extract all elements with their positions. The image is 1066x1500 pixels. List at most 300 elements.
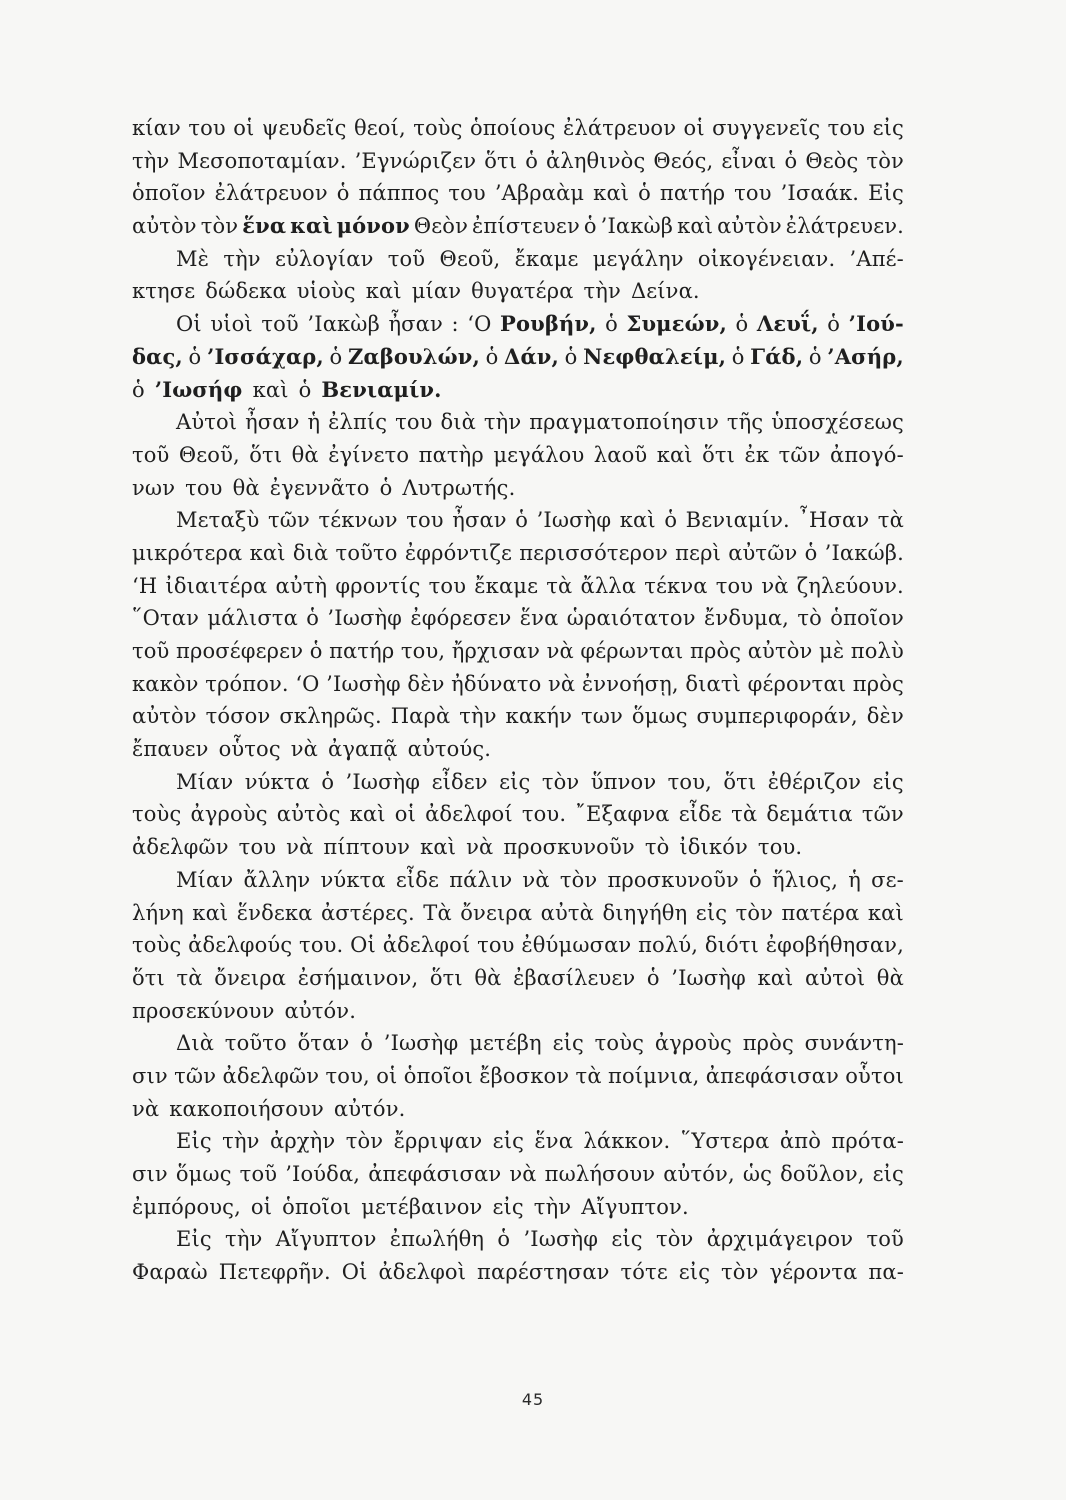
word: αὐτῶν [728,540,798,565]
word: ἀπεφάσισαν [368,1162,502,1186]
word: τῶν [778,442,821,467]
word: ἤρχισαν [451,639,540,663]
text-line [132,766,904,799]
bold-word: Ρουβήν, [500,311,597,337]
word: Αὐτοὶ [176,410,238,435]
word: ἥλιος, [771,867,839,892]
word: μικρότερα [132,540,243,565]
word: καὶ [677,214,714,239]
word: τέκνα [644,573,708,598]
text-line [132,1191,904,1224]
word: ὁποῖοι [403,1063,473,1088]
word: ἕνα [534,1129,574,1154]
word: ὡραιότατον [566,606,696,631]
word: τὴν [533,1194,572,1219]
text-line [132,1093,904,1126]
word: ’Ιωσὴφ [671,965,746,990]
word: ἐσήμαινον, [297,965,419,990]
word: ὁποίους [470,116,556,140]
word: ’Ιακὼβ [600,214,674,239]
word: του [188,116,226,140]
word: αὐτὸς [276,802,341,827]
word: τῶν [861,802,904,827]
word: ῞Οταν [132,606,200,631]
word: ῞Υστερα [680,1129,770,1154]
word: ἡ [307,410,321,435]
word: οὗτος [218,737,281,762]
word: ἔνδυμα, [703,606,789,631]
word: του [477,933,515,958]
word: εἰς [872,116,904,140]
text-line [132,1060,904,1093]
word: διηγήθη [602,900,688,925]
word: μεγάλου [493,442,585,467]
word: τὰ [877,508,904,533]
word: ἀδελφῶν [222,1063,320,1088]
word: καὶ [249,540,286,565]
word: υἱοὶ [210,312,253,337]
word: ‘Η [132,573,158,598]
word: του [395,410,433,435]
word: ἀληθινὸς [546,148,646,173]
word: αὐτὰ [540,900,595,925]
word: ἄλλην [243,867,311,892]
word: τοὺς [132,933,182,958]
word: ὁ [309,639,323,663]
word: καὶ [192,900,229,925]
word: ’Ιακὼβ [307,312,380,337]
word: τοῦ [387,246,426,271]
word: πατήρ [329,639,395,663]
word: τὴν [223,246,261,271]
word: ἦσαν [245,410,300,435]
word: ἀρχὴν [269,1129,336,1154]
word: εἶναι [721,148,777,173]
word: Βενιαμίν. [685,508,790,533]
word: ’Ιωσὴφ [383,1031,459,1056]
word: ἄλλα [580,573,637,598]
word: ἐμπόρους, [132,1194,241,1219]
word: νων [132,475,176,500]
page-number: 45 [521,1390,545,1409]
word: οἱ [683,116,705,140]
word: κτησε [132,279,196,304]
word: ‘Ο [467,312,492,337]
word: αὐτὴ [275,573,328,598]
text-line [132,1125,904,1158]
word: ἀγροὺς [654,1031,732,1056]
word: ὅτι [484,148,518,173]
word: ἐβασίλευεν [513,965,636,990]
word: ζηλεύουν. [796,573,904,598]
word: πίπτουν [323,835,411,860]
word: Φαραὼ [132,1260,208,1285]
word: ἔβοσκον [479,1063,570,1088]
text-line [132,504,904,537]
word: πάππος [358,181,440,206]
word: τὸ [797,606,822,631]
word: λάκκον. [583,1129,671,1154]
word: Τὰ [423,900,452,925]
word: καὶ [593,181,630,206]
word: νὰ [548,671,576,696]
word: Οἱ [350,933,376,958]
word: αὐτόν. [333,1096,406,1121]
word: νὰ [761,573,789,598]
word: νὰ [509,1162,537,1186]
word: ὡς [742,1162,773,1186]
word: προσκυνοῦν [607,867,739,892]
text-line [132,537,904,570]
word: τὴν [225,1227,263,1252]
word: καὶ [656,442,693,467]
word: νὰ [290,737,319,762]
word: θὰ [876,965,904,990]
word: μετέβη [469,1031,542,1056]
word: ἐγίνετο [328,442,410,467]
word: σε- [871,867,904,892]
word: κακήν [505,704,573,729]
word: ὁ [735,312,749,337]
text-line [132,897,904,930]
word: του [448,181,486,206]
word: ὅμως [631,704,688,729]
word: του. [757,835,803,860]
word: τὸν [345,1129,384,1154]
word: πρὸς [742,1031,794,1056]
text-line [132,1223,904,1256]
word: εἶδεν [431,769,488,794]
word: τοῦ [866,1227,904,1252]
word: καὶ [252,377,289,402]
text-line [132,341,904,374]
word: ἠδύνατο [451,671,542,696]
word: τὸν [866,148,904,173]
word: ὅτι [132,965,165,990]
word: ἐθέριζον [767,769,862,794]
word: οἱ [233,116,255,140]
text-line [132,929,904,962]
bold-word: Νεφθαλείμ, [583,343,727,369]
word: αὐτὸν [132,214,197,239]
word: λήνη [132,900,184,925]
bold-word: ἕνα [242,213,287,239]
bold-word: Δάν, [504,343,559,369]
word: ἀδελφούς [188,933,293,958]
word: ἐννοήσῃ, [581,671,679,696]
word: Παρὰ [390,704,451,729]
word: τρόπον. [205,671,289,696]
text-line [132,439,904,472]
word: καὶ [349,802,386,827]
word: τότε [620,1260,668,1285]
word: δὲν [407,671,445,696]
word: ’Ιακώβ. [824,540,904,565]
word: ‘Ο [295,671,320,696]
word: τοῦ [132,442,170,467]
word: μίαν [411,279,462,304]
word: Θεοῦ, [439,246,501,271]
text-line [132,275,904,308]
word: ’Ισαάκ. [780,181,860,206]
word: τὸν [721,1260,759,1285]
word: πατὴρ [418,442,484,467]
word: διὰ [292,540,329,565]
word: νὰ [546,639,574,663]
word: ’Ιωσὴφ [523,1227,599,1252]
word: νύκτα [320,867,386,892]
word: ’Απέ- [849,246,904,271]
word: εἶδε [395,867,440,892]
word: θεοί, [353,116,406,140]
text-line [132,570,904,603]
word: φροντίς [335,573,421,598]
word: Μεταξὺ [176,508,260,533]
word: Μεσοποταμίαν. [177,148,347,173]
word: αὐτοὶ [805,965,866,990]
word: διὰ [440,410,476,435]
word: του, [325,1063,370,1088]
word: ὅμως [175,1162,232,1186]
word: ὅτι [249,442,283,467]
word: Θεοῦ, [178,442,240,467]
word: ἀδελφῶν [132,835,229,860]
word: τὸν [559,867,598,892]
text-line [132,962,904,995]
word: οἰκογένειαν. [697,246,836,271]
word: τὴν [222,1129,260,1154]
word: ὅτι [723,769,757,794]
word: ἐπωλήθη [389,1227,485,1252]
word: ἀδελφοί [425,802,513,827]
word: ἰδικόν [679,835,748,860]
word: του [734,181,772,206]
word: πρὸς [852,671,904,696]
word: ’Αβραὰμ [494,181,585,206]
word: νὰ [466,835,494,860]
word: τέκνων [318,508,398,533]
word: ὁ [298,377,312,402]
word: ἦσαν [388,312,443,337]
text-line [132,243,904,276]
word: δεμάτια [766,802,853,827]
word: ἐλπίς [328,410,388,435]
word: Εἰς [176,1227,212,1252]
word: πραγματοποίησιν [529,410,720,435]
word: ὁ [132,377,145,402]
word: προσέφερεν [176,639,304,663]
word: ἔκαμε [474,573,539,598]
bold-word: Βενιαμίν. [321,376,442,402]
word: νὰ [522,867,550,892]
word: τὰ [176,965,203,990]
word: ἐφόρεσεν [410,606,512,631]
word: ὁ [583,214,597,239]
word: ’Ιωσὴφ [536,508,612,533]
word: τὴν [483,410,522,435]
word: πα- [868,1260,904,1285]
word: θὰ [291,442,319,467]
word: εἶδε [678,802,722,827]
word: ὁ [497,1227,511,1252]
word: των [580,704,623,729]
word: ὁ [731,344,745,369]
word: πρὸς [690,639,742,663]
bold-word: Συμεών, [626,311,727,337]
word: τὴν [132,148,170,173]
word: τὴν [583,279,621,304]
word: ὁ [329,344,343,369]
text-line [132,602,904,635]
word: ὁ [784,148,798,173]
word: του. [299,933,344,958]
word: οὗτοι [845,1063,904,1088]
word: ἀδελφοὶ [378,1260,467,1285]
word: μὲ [819,639,845,663]
word: του, [667,769,712,794]
word: ἐφοβήθησαν, [765,933,904,958]
word: ὁ [638,181,651,206]
word: διατὶ [685,671,741,696]
word: ὁποῖοι [282,1194,352,1219]
word: συνάντη- [804,1031,904,1056]
word: ἐλάτρευον [562,116,677,140]
word: τοῦ [239,1162,278,1186]
word: ὁ [827,312,841,337]
word: προσκυνοῦν [503,835,635,860]
word: ’Ιωσὴφ [326,671,401,696]
word: ἐφρόντιζε [404,540,513,565]
word: ἀγροὺς [190,802,268,827]
bold-word: ’Ασήρ, [827,343,904,369]
word: ὁ [306,606,320,631]
text-line [132,995,904,1028]
bold-word: καὶ [290,213,333,239]
word: ὁ [605,312,618,337]
word: εἰς [552,1031,584,1056]
word: ὁποῖον [132,181,206,206]
word: τόσον [205,704,271,729]
word: ἐπίστευεν [471,214,580,239]
word: ὁ [564,344,578,369]
word: Πετεφρῆν. [218,1260,331,1285]
word: ἦσαν [452,508,507,533]
word: εἰς [492,1194,524,1219]
word: περὶ [675,540,721,565]
word: Θεός, [653,148,714,173]
word: ἀπεφάσισαν [705,1063,839,1088]
word: εὐλογίαν [274,246,374,271]
word: καὶ [365,279,402,304]
word: θὰ [474,965,502,990]
word: νὰ [132,1096,160,1121]
word: ὁ [485,344,499,369]
body-text [132,112,904,1289]
word: λαοῦ [593,442,648,467]
word: ἀστέρες. [320,900,415,925]
word: αὐτούς. [407,737,492,762]
word: τῶν [174,1063,217,1088]
text-line [132,210,904,243]
word: πολύ, [638,933,699,958]
text-line [132,1256,904,1289]
text-line [132,700,904,733]
text-line [132,1158,904,1191]
bold-word: Λευΐ, [756,311,819,337]
word: πολὺ [850,639,904,663]
text-line [132,308,904,341]
word: του [185,475,223,500]
word: τὰ [575,1063,602,1088]
word: ῏Ησαν [798,508,870,533]
word: ὅτι [429,965,463,990]
word: πρότα- [831,1129,904,1154]
word: αὐτὸν [717,214,782,239]
word: του [827,116,866,140]
bold-word: μόνον [336,213,410,239]
text-line [132,112,904,145]
word: ἰδιαιτέρα [165,573,268,598]
word: ἀδελφοί [382,933,471,958]
word: ἐκ [744,442,770,467]
word: οἱ [376,1063,398,1088]
word: μεγάλην [592,246,684,271]
word: ἕνδεκα [236,900,313,925]
word: ὅταν [297,1031,350,1056]
word: κακοποιήσουν [169,1096,324,1121]
word: σκληρῶς. [279,704,382,729]
word: αὐτόν, [663,1162,735,1186]
text-line [132,145,904,178]
word: ὁ [188,344,202,369]
word: ’Ιούδα, [285,1162,361,1186]
word: του [428,573,467,598]
word: εἰς [678,1260,711,1285]
word: πατέρα [781,900,860,925]
word: ὁ [360,1031,373,1056]
word: Οἱ [176,312,202,337]
word: αὐτὸν [132,704,197,729]
word: ἀρχιμάγειρον [706,1227,854,1252]
word: νύκτα [244,769,310,794]
word: μετέβαινον [361,1194,483,1219]
word: τῶν [267,508,310,533]
word: οἱ [250,1194,273,1219]
word: τὰ [731,802,758,827]
word: ἐγεννᾶτο [269,475,370,500]
word: Εἰς [176,1129,212,1154]
text-line [132,864,904,897]
word: εἰς [611,1227,643,1252]
word: ὁ [379,475,393,500]
word: τῆς [726,410,764,435]
word: ἐλάτρευεν. [785,214,904,239]
word: τὸν [541,769,580,794]
text-line [132,798,904,831]
word: ’Εγνώριζεν [354,148,477,173]
word: ὁ [664,508,678,533]
word: καὶ [420,835,457,860]
word: τὸν [655,1227,694,1252]
word: καὶ [619,508,656,533]
bold-word: δας, [132,343,183,369]
word: τοῦ [261,312,299,337]
word: ὁ [525,148,538,173]
word: τοὺς [132,802,182,827]
bold-word: ’Ιωσήφ [154,376,243,402]
word: Μίαν [176,867,234,892]
word: θὰ [232,475,260,500]
